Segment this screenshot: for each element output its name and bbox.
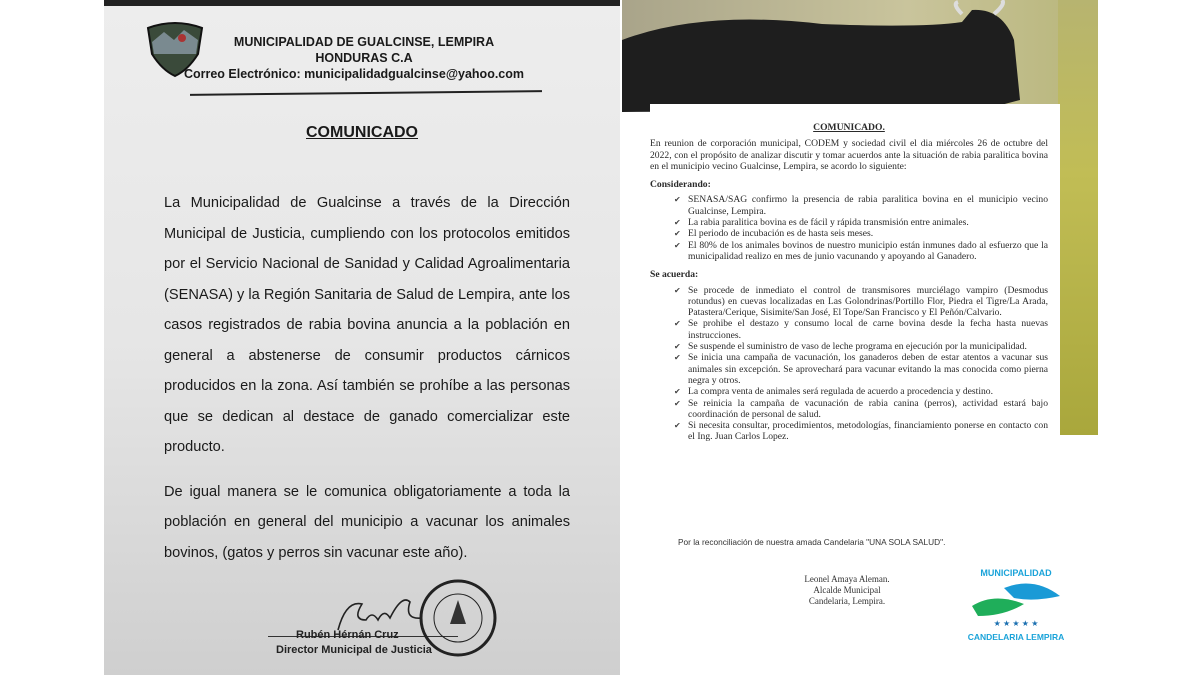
list-item: ✔ Se reinicia la campaña de vacunación de rabia canina (perros), actividad estará bajo coordinación de personal de salud. (688, 398, 1048, 421)
candelaria-communique (622, 0, 1098, 675)
list-item: ✔ La rabia paralitica bovina es de fácil y rápida transmisión entre animales. (688, 217, 1048, 228)
list-item: ✔ Se inicia una campaña de vacunación, los ganaderos deben de estar atentos a vacunar sus animales sin excepción. Se aprovechará para vacunar evitando la mas conocida como pierna negra y otros. (688, 352, 1048, 386)
paragraph: La Municipalidad de Gualcinse a través de la Dirección Municipal de Justicia, cumpliendo con los protocolos emitidos por el Servicio Nacional de Sanidad y Calidad Agroalimentaria (SENASA) y la Región Sanitaria de Salud de Lempira, ante los casos registrados de rabia bovina anuncia a la población en general a abstenerse de consumir productos cárnicos producidos en la zona. Así también se prohíbe a las personas que se dedican al destace de ganado comercializar este producto. (164, 195, 570, 455)
list-item: ✔ Se prohibe el destazo y consumo local de carne bovina desde la fecha hasta nuevas instrucciones. (688, 318, 1048, 341)
letterhead (183, 34, 525, 82)
official-stamp (418, 578, 498, 658)
candelaria-municipality-logo (964, 562, 1068, 646)
list-item: ✔ Se procede de inmediato el control de transmisores murciélago vampiro (Desmodus rotundus) en cuevas localizadas en Las Golondrinas/Portillo Flor, Piedra el Tigre/La Arada, Patastera/Cerique, Sisimite/San José, El Tope/San Francisco y El Peñón/Calvario. (688, 285, 1048, 319)
grass-photo-strip (1058, 0, 1098, 435)
list-item: ✔ La compra venta de animales será regulada de acuerdo a procedencia y destino. (688, 386, 1048, 397)
mayor-title: Alcalde Municipal (813, 585, 881, 595)
list-item: ✔ El 80% de los animales bovinos de nuestro municipio están inmunes dado al esfuerzo que la municipalidad realizo en mes de junio vacunando y apoyando al Ganadero. (688, 240, 1048, 263)
mayor-signature-block (772, 574, 922, 607)
considerando-heading: Considerando: (650, 179, 711, 191)
country: HONDURAS C.A (315, 51, 413, 65)
document-body (164, 188, 570, 568)
signatory-title: Director Municipal de Justicia (276, 644, 432, 656)
document-body (650, 122, 1048, 443)
svg-text:CANDELARIA LEMPIRA: CANDELARIA LEMPIRA (967, 632, 1065, 642)
email-line: Correo Electrónico: municipalidadgualcinse@yahoo.com (183, 67, 525, 81)
document-title: COMUNICADO (306, 124, 418, 141)
gualcinse-communique (104, 0, 620, 675)
municipality-name: MUNICIPALIDAD DE GUALCINSE, LEMPIRA (233, 35, 495, 49)
mayor-place: Candelaria, Lempira. (808, 596, 886, 606)
acuerda-heading: Se acuerda: (650, 269, 699, 281)
svg-text:MUNICIPALIDAD: MUNICIPALIDAD (980, 568, 1052, 578)
intro-paragraph: En reunion de corporación municipal, CODEM y sociedad civil el dia miércoles 26 de octubre del 2022, con el propósito de analizar discutir y tomar acuerdos ante la situación de rabia paralitica bovina en el municipio vecino Gualcinse, Lempira, se acordo lo siguiente: (650, 138, 1048, 172)
closing-line: Por la reconciliación de nuestra amada Candelaria "UNA SOLA SALUD". (678, 537, 946, 547)
acuerda-list (650, 285, 1048, 443)
paragraph: De igual manera se le comunica obligatoriamente a toda la población en general del municipio a vacunar los animales bovinos, (gatos y perros sin vacunar este año). (164, 483, 570, 561)
cow-image (622, 0, 1052, 112)
document-title: COMUNICADO. (813, 122, 885, 133)
mayor-name: Leonel Amaya Aleman. (804, 574, 890, 584)
svg-text:★ ★ ★ ★ ★: ★ ★ ★ ★ ★ (993, 619, 1039, 628)
list-item: ✔ SENASA/SAG confirmo la presencia de rabia paralitica bovina en el municipio vecino Gualcinse, Lempira. (688, 194, 1048, 217)
header-divider (190, 90, 542, 96)
list-item: ✔ Se suspende el suministro de vaso de leche programa en ejecución por la municipalidad. (688, 341, 1048, 352)
list-item: ✔ Si necesita consultar, procedimientos, metodologías, financiamiento ponerse en contacto con el Ing. Juan Carlos Lopez. (688, 420, 1048, 443)
signatory-name: Rubén Hérnán Cruz (296, 629, 399, 641)
considerando-list (650, 194, 1048, 262)
list-item: ✔ El periodo de incubación es de hasta seis meses. (688, 228, 1048, 239)
